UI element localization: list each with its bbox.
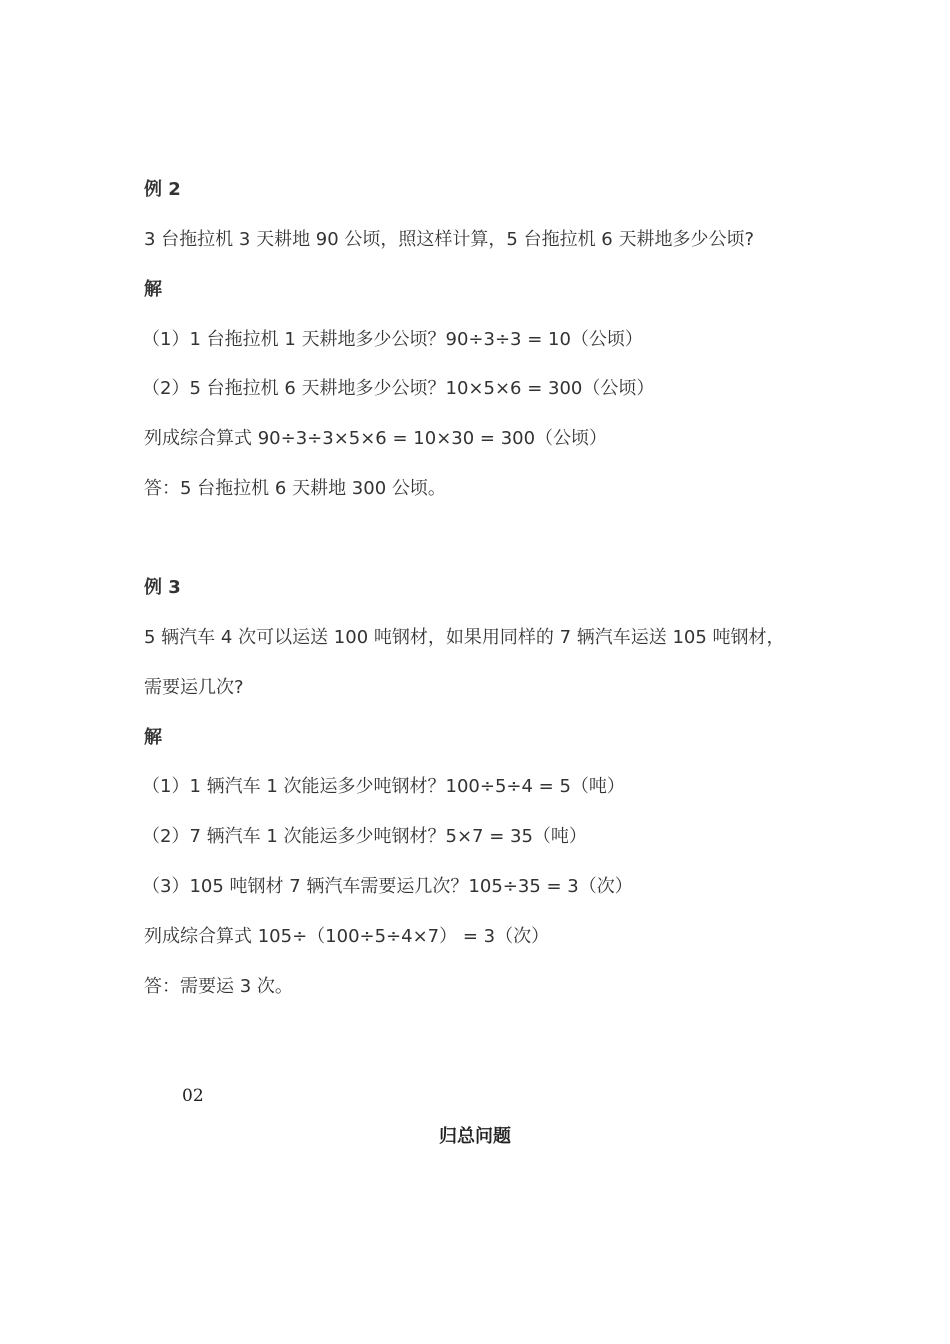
example-2-answer: 答：5 台拖拉机 6 天耕地 300 公顷。 <box>144 478 446 499</box>
example-2-solution-label: 解 <box>144 279 162 300</box>
example-2-problem: 3 台拖拉机 3 天耕地 90 公顷，照这样计算，5 台拖拉机 6 天耕地多少公顷? <box>144 229 755 250</box>
example-3-problem-line-1: 5 辆汽车 4 次可以运送 100 吨钢材，如果用同样的 7 辆汽车运送 105 吨钢材， <box>144 627 785 648</box>
example-2-combined-formula: 列成综合算式 90÷3÷3×5×6 = 10×30 = 300（公顷） <box>144 428 608 449</box>
example-2-heading: 例 2 <box>144 179 181 200</box>
example-3-answer: 答：需要运 3 次。 <box>144 976 293 997</box>
example-3-step-1: （1）1 辆汽车 1 次能运多少吨钢材？100÷5÷4 = 5（吨） <box>142 776 625 797</box>
example-3-problem-line-2: 需要运几次? <box>144 677 244 698</box>
section-number: 02 <box>182 1086 204 1106</box>
example-3-combined-formula: 列成综合算式 105÷（100÷5÷4×7） = 3（次） <box>144 926 550 947</box>
example-3-heading: 例 3 <box>144 577 181 598</box>
section-title: 归总问题 <box>439 1126 511 1147</box>
example-2-step-2: （2）5 台拖拉机 6 天耕地多少公顷？10×5×6 = 300（公顷） <box>142 378 655 399</box>
example-3-step-2: （2）7 辆汽车 1 次能运多少吨钢材？5×7 = 35（吨） <box>142 826 587 847</box>
example-3-step-3: （3）105 吨钢材 7 辆汽车需要运几次？105÷35 = 3（次） <box>142 876 633 897</box>
example-2-step-1: （1）1 台拖拉机 1 天耕地多少公顷？90÷3÷3 = 10（公顷） <box>142 329 643 350</box>
example-3-solution-label: 解 <box>144 727 162 748</box>
